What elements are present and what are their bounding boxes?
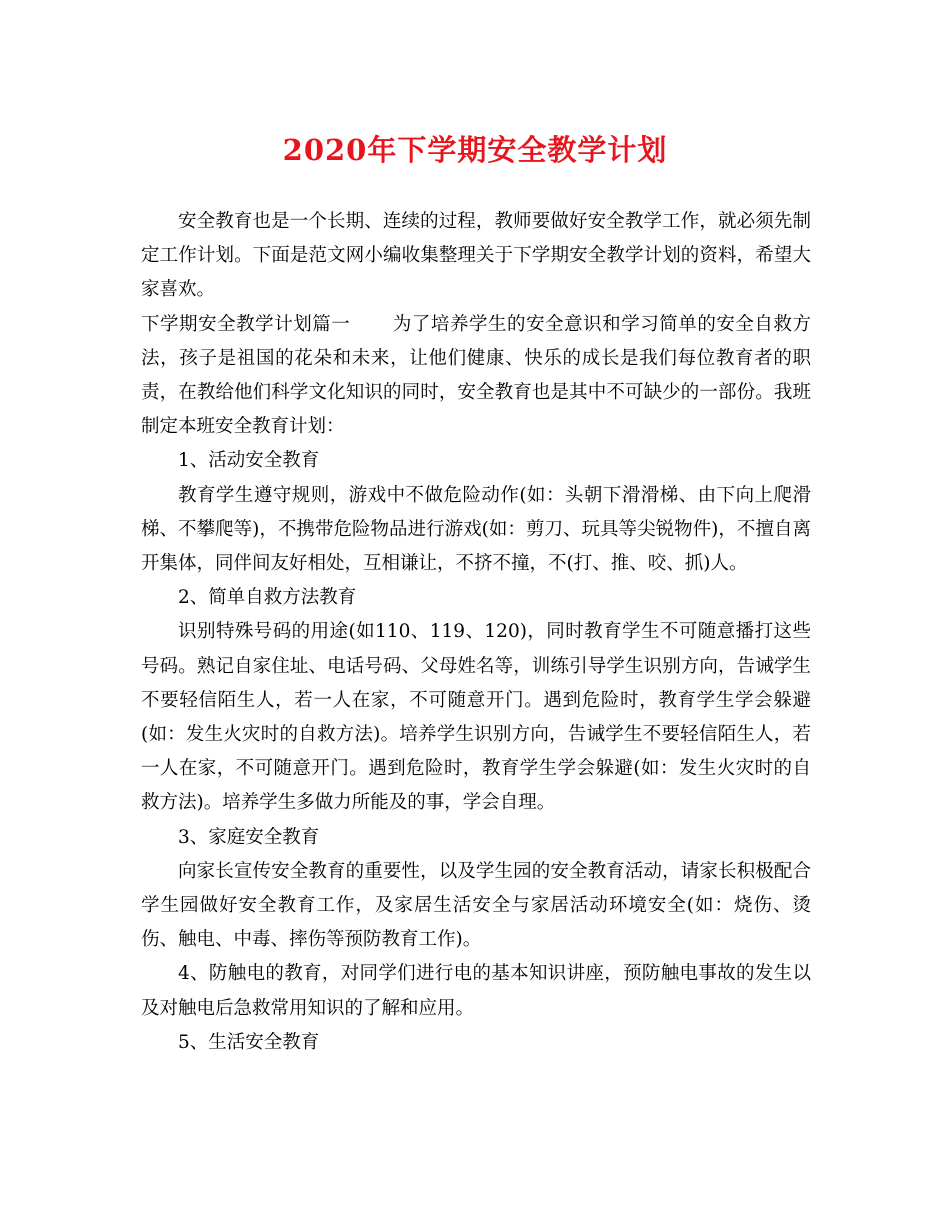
item1-paragraph: 教育学生遵守规则，游戏中不做危险动作(如：头朝下滑滑梯、由下向上爬滑梯、不攀爬等)，不携带危险物品进行游戏(如：剪刀、玩具等尖锐物件)，不擅自离开集体，同伴间友好相处，互相谦让，不挤不撞，不(打、推、咬、抓)人。	[141, 484, 811, 575]
item3-heading: 3、家庭安全教育	[178, 826, 320, 848]
section-label: 下学期安全教学计划篇一	[141, 313, 351, 335]
section-text: 为了培养学生的安全意识和学习简单的安全自救方法，孩子是祖国的花朵和未来，让他们健康、快乐的成长是我们每位教育者的职责，在教给他们科学文化知识的同时，安全教育也是其中不可缺少的一部份。我班制定本班安全教育计划：	[141, 313, 811, 438]
item1-heading: 1、活动安全教育	[178, 450, 320, 472]
section-paragraph	[141, 308, 811, 445]
item4-paragraph: 4、防触电的教育，对同学们进行电的基本知识讲座，预防触电事故的发生以及对触电后急救常用知识的了解和应用。	[141, 963, 811, 1019]
item3-paragraph: 向家长宣传安全教育的重要性，以及学生园的安全教育活动，请家长积极配合学生园做好安全教育工作，及家居生活安全与家居活动环境安全(如：烧伤、烫伤、触电、中毒、摔伤等预防教育工作)。	[141, 860, 811, 951]
item2-paragraph: 识别特殊号码的用途(如110、119、120)，同时教育学生不可随意播打这些号码。熟记自家住址、电话号码、父母姓名等，训练引导学生识别方向，告诫学生不要轻信陌生人，若一人在家，不可随意开门。遇到危险时，教育学生学会躲避(如：发生火灾时的自救方法)。培养学生识别方向，告诫学生不要轻信陌生人，若一人在家，不可随意开门。遇到危险时，教育学生学会躲避(如：发生火灾时的自救方法)。培养学生多做力所能及的事，学会自理。	[141, 621, 811, 814]
document-body	[141, 205, 811, 1060]
item5-heading: 5、生活安全教育	[178, 1031, 320, 1053]
item2-heading: 2、简单自救方法教育	[178, 587, 357, 609]
document-title: 2020年下学期安全教学计划	[282, 133, 668, 167]
intro-paragraph: 安全教育也是一个长期、连续的过程，教师要做好安全教学工作，就必须先制定工作计划。下面是范文网小编收集整理关于下学期安全教学计划的资料，希望大家喜欢。	[141, 211, 811, 301]
